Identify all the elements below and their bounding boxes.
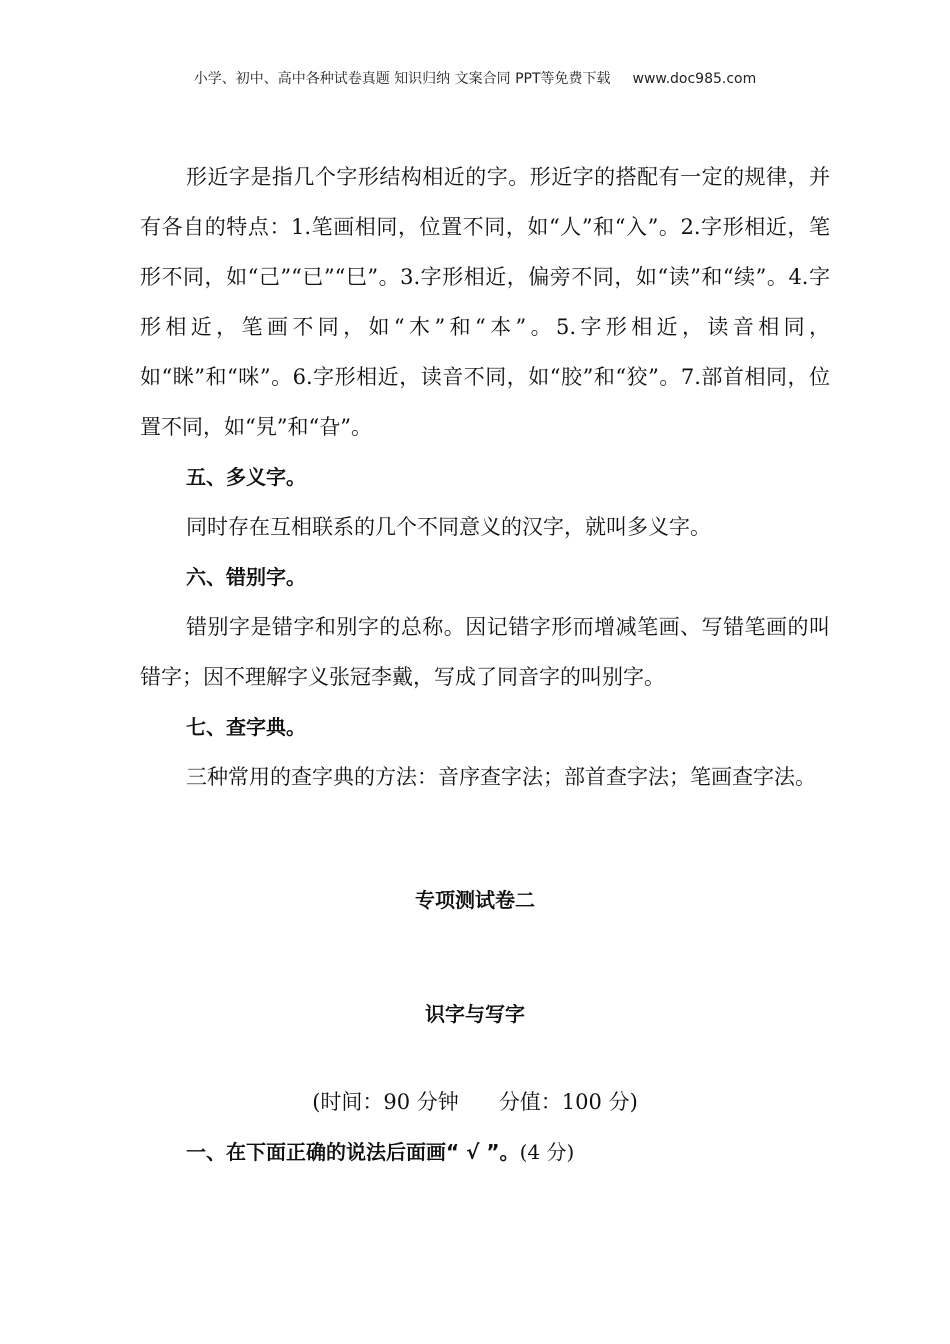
paragraph-typos: 错别字是错字和别字的总称。因记错字形而增减笔画、写错笔画的叫错字；因不理解字义张冠李戴，写成了同音字的叫别字。 [140,615,830,689]
exam-time: (时间：90 分钟 [312,1090,459,1114]
page-header [0,68,950,88]
document-body [140,152,830,802]
heading-typos: 六、错别字。 [186,565,306,589]
heading-polysemous: 五、多义字。 [186,465,306,489]
question-1 [186,1136,574,1165]
exam-info [0,1086,950,1116]
paragraph-dictionary: 三种常用的查字典的方法：音序查字法；部首查字法；笔画查字法。 [186,765,816,789]
exam-score: 分值：100 分) [498,1090,638,1114]
question-1-points: (4 分) [519,1140,575,1164]
exam-title: 专项测试卷二 [415,888,535,912]
question-1-text: 一、在下面正确的说法后面画“ √ ”。 [186,1140,520,1164]
heading-dictionary: 七、查字典。 [186,715,306,739]
exam-subtitle: 识字与写字 [425,1002,525,1026]
paragraph-similar-characters: 形近字是指几个字形结构相近的字。形近字的搭配有一定的规律，并有各自的特点：1.笔画相同，位置不同，如“人”和“入”。2.字形相近，笔形不同，如“己”“已”“巳”。3.字形相近，偏旁不同，如“读”和“续”。4.字形相近，笔画不同，如“木”和“本”。5.字形相近，读音相同，如“眯”和“咪”。6.字形相近，读音不同，如“胶”和“狡”。7.部首相同，位置不同，如“旯”和“旮”。 [140,165,830,439]
header-site: www.doc985.com [632,71,757,87]
paragraph-polysemous: 同时存在互相联系的几个不同意义的汉字，就叫多义字。 [186,515,711,539]
header-text: 小学、初中、高中各种试卷真题 知识归纳 文案合同 PPT等免费下载 [193,71,611,87]
